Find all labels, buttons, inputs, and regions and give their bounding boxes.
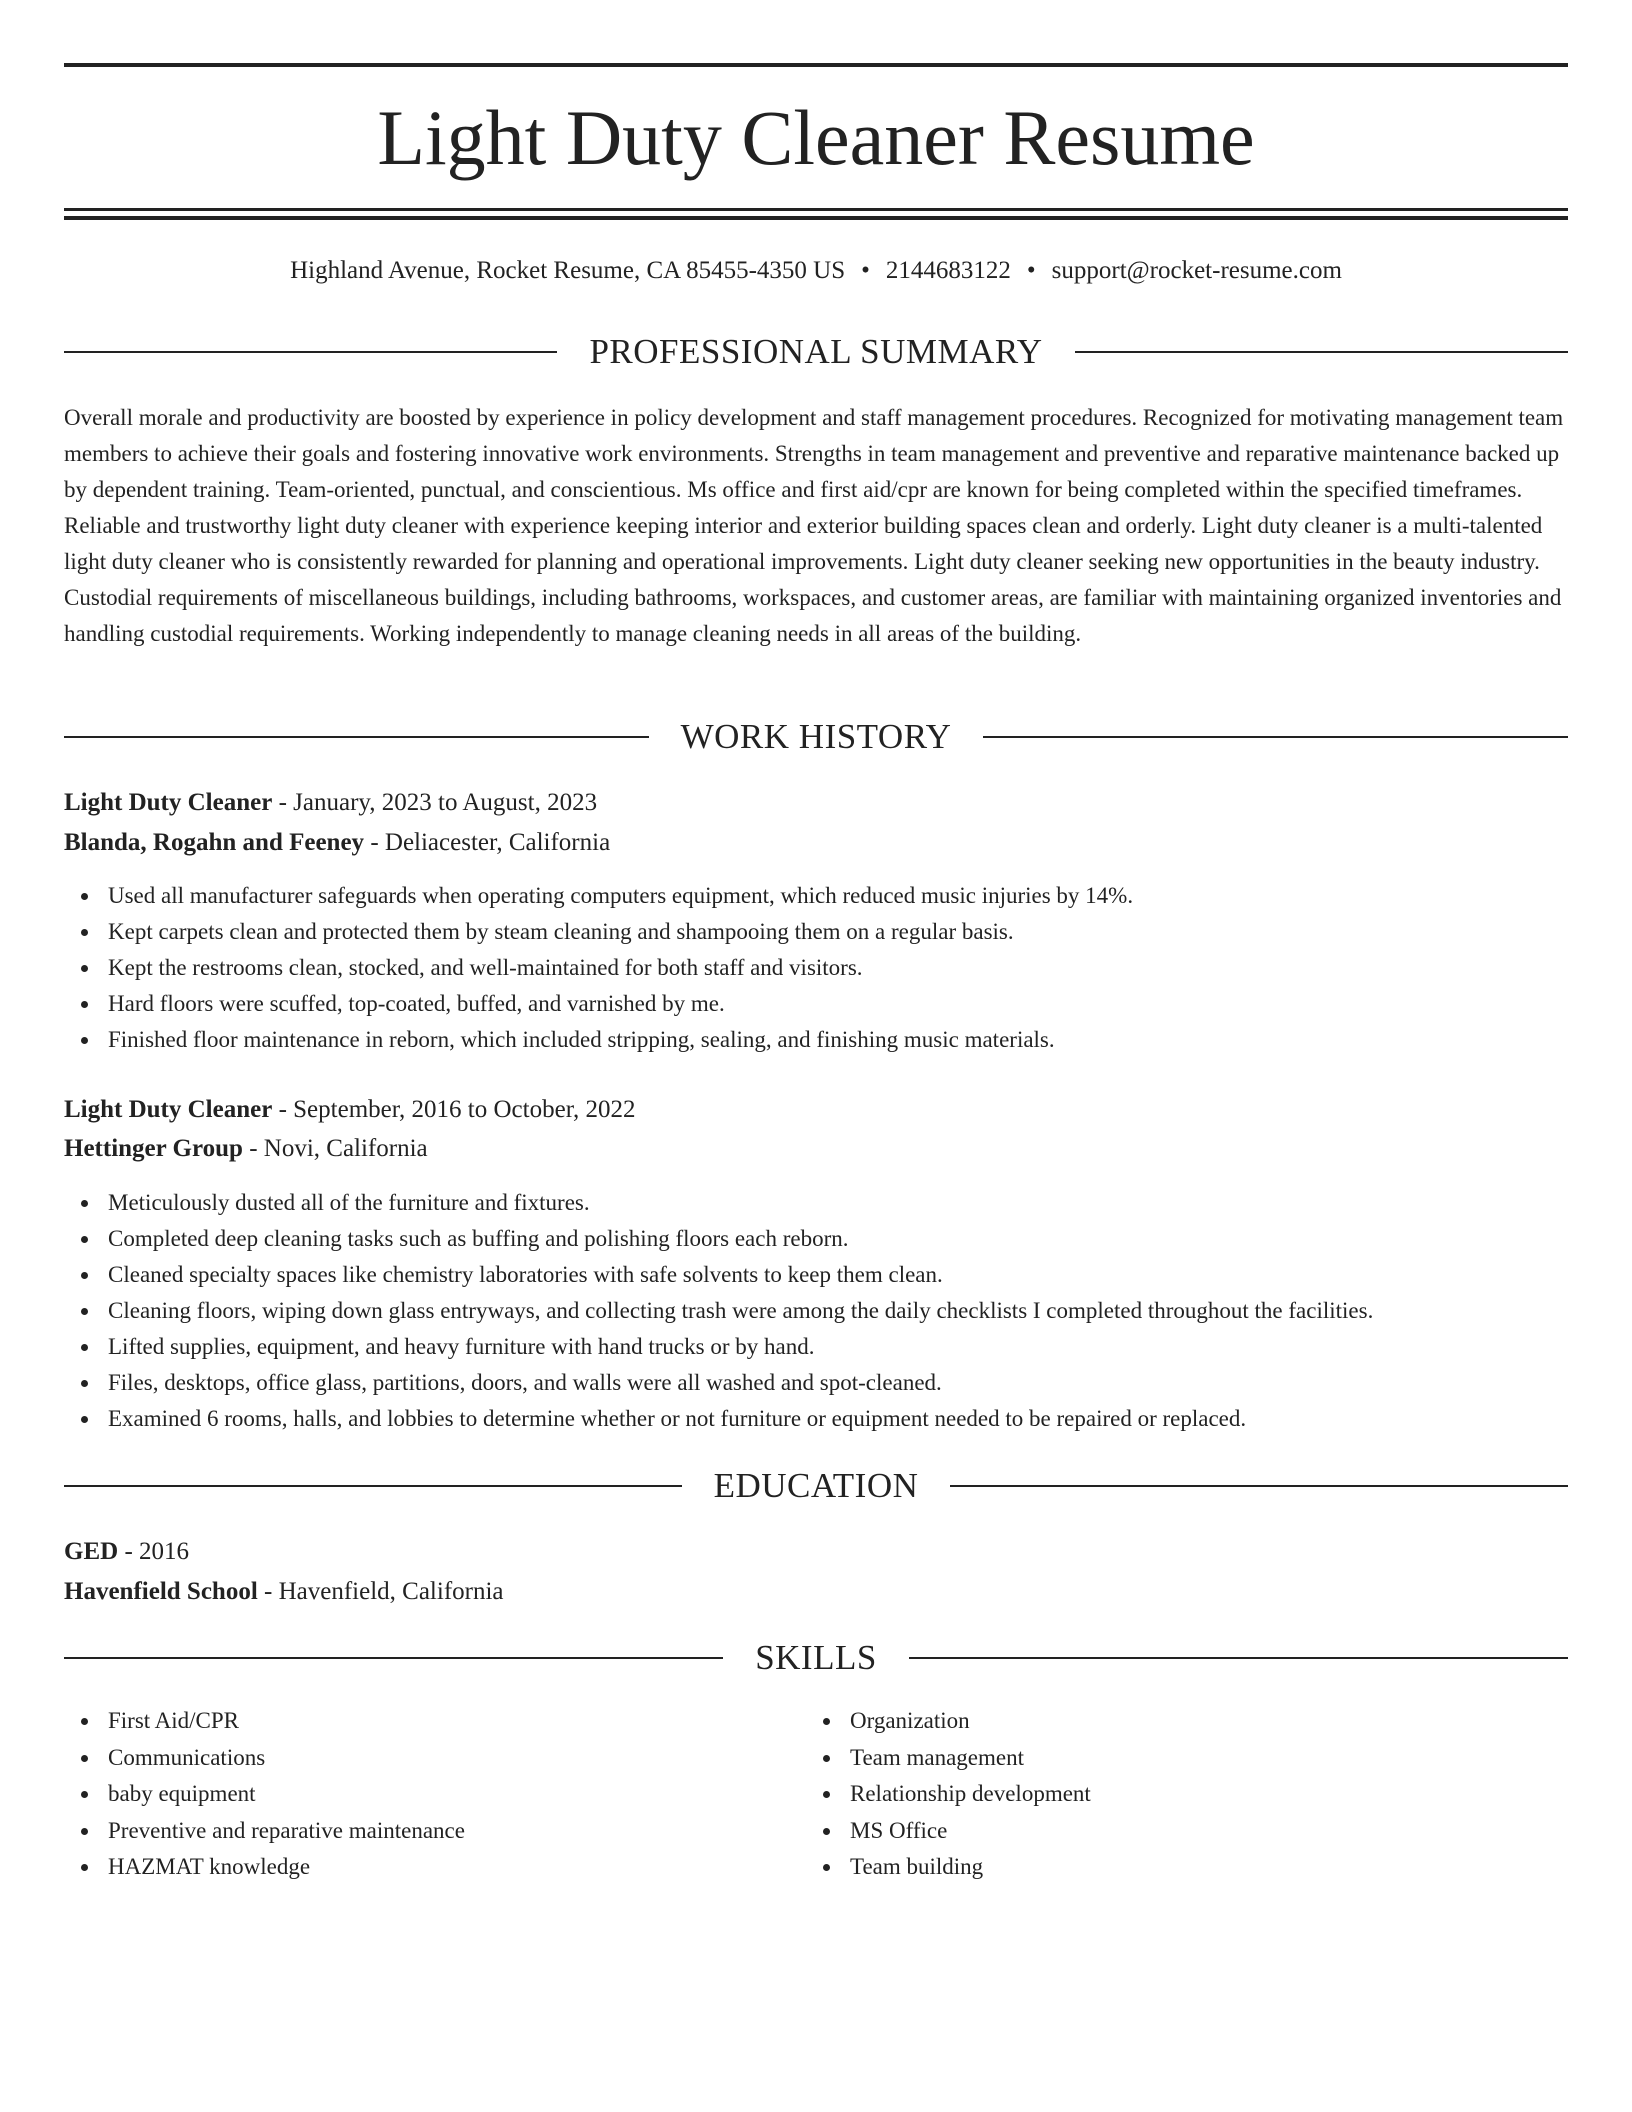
list-item: Examined 6 rooms, halls, and lobbies to determine whether or not furniture or equipment needed to be repaired or replaced. <box>64 1401 1568 1437</box>
education-degree: GED <box>64 1538 119 1565</box>
skills-list-right <box>806 1703 1506 1886</box>
list-item: Completed deep cleaning tasks such as buffing and polishing floors each reborn. <box>64 1221 1568 1257</box>
section-heading-skills <box>64 1636 1568 1680</box>
job-title: Light Duty Cleaner <box>64 1096 273 1123</box>
list-item: Finished floor maintenance in reborn, which included stripping, sealing, and finishing music materials. <box>64 1022 1568 1058</box>
skill-item: baby equipment <box>64 1776 764 1813</box>
job-location: - Novi, California <box>242 1135 428 1162</box>
heading-rule <box>64 736 649 738</box>
job-title: Light Duty Cleaner <box>64 789 273 816</box>
skill-item: Organization <box>806 1703 1506 1740</box>
contact-phone: 2144683122 <box>885 257 1011 284</box>
section-title: SKILLS <box>755 1638 877 1677</box>
job-bullets <box>64 878 1568 1058</box>
contact-address: Highland Avenue, Rocket Resume, CA 85455-4350 US <box>290 257 846 284</box>
section-heading-education <box>64 1464 1568 1508</box>
skill-item: Relationship development <box>806 1776 1506 1813</box>
title-double-rule <box>64 208 1568 220</box>
skill-item: Team management <box>806 1740 1506 1777</box>
skill-item: First Aid/CPR <box>64 1703 764 1740</box>
contact-separator: • <box>861 257 870 284</box>
summary-text: Overall morale and productivity are boosted by experience in policy development and staff management procedures. Recognized for motivating management team members to achieve their goals and fostering innovative work environments. Strengths in team management and preventive and reparative maintenance backed up by dependent training. Team-oriented, punctual, and conscientious. Ms office and first aid/cpr are known for being completed within the specified timeframes. Reliable and trustworthy light duty cleaner with experience keeping interior and exterior building spaces clean and orderly. Light duty cleaner is a multi-talented light duty cleaner who is consistently rewarded for planning and operational improvements. Light duty cleaner seeking new opportunities in the beauty industry. Custodial requirements of miscellaneous buildings, including bathrooms, workspaces, and customer areas, are familiar with maintaining organized inventories and handling custodial requirements. Working independently to manage cleaning needs in all areas of the building. <box>64 405 1564 646</box>
skill-item: Communications <box>64 1740 764 1777</box>
education-school-line <box>64 1575 1568 1609</box>
skill-item: HAZMAT knowledge <box>64 1849 764 1886</box>
heading-rule <box>950 1485 1568 1487</box>
section-title: EDUCATION <box>713 1466 919 1505</box>
heading-rule <box>1075 351 1568 353</box>
heading-rule <box>64 1485 682 1487</box>
job-company-line <box>64 1132 1568 1166</box>
skill-item: Team building <box>806 1849 1506 1886</box>
resume-title: Light Duty Cleaner Resume <box>377 94 1255 181</box>
job-dates: - September, 2016 to October, 2022 <box>272 1096 636 1123</box>
list-item: Kept carpets clean and protected them by steam cleaning and shampooing them on a regular basis. <box>64 914 1568 950</box>
top-rule <box>64 63 1568 67</box>
contact-line <box>64 254 1568 288</box>
job-company-line <box>64 826 1568 860</box>
list-item: Files, desktops, office glass, partitions, doors, and walls were all washed and spot-cleaned. <box>64 1365 1568 1401</box>
list-item: Hard floors were scuffed, top-coated, buffed, and varnished by me. <box>64 986 1568 1022</box>
list-item: Meticulously dusted all of the furniture and fixtures. <box>64 1185 1568 1221</box>
section-title: PROFESSIONAL SUMMARY <box>589 332 1043 371</box>
section-heading-summary <box>64 330 1568 374</box>
skill-item: MS Office <box>806 1813 1506 1850</box>
heading-rule <box>64 351 557 353</box>
job-location: - Deliacester, California <box>364 829 611 856</box>
list-item: Kept the restrooms clean, stocked, and well-maintained for both staff and visitors. <box>64 950 1568 986</box>
job-dates: - January, 2023 to August, 2023 <box>272 789 598 816</box>
education-school: Havenfield School <box>64 1578 258 1605</box>
contact-email[interactable]: support@rocket-resume.com <box>1051 257 1342 284</box>
heading-rule <box>64 1657 723 1659</box>
job-title-line <box>64 786 1568 820</box>
education-location: - Havenfield, California <box>257 1578 504 1605</box>
education-degree-line <box>64 1535 1568 1569</box>
skill-item: Preventive and reparative maintenance <box>64 1813 764 1850</box>
section-heading-work <box>64 715 1568 759</box>
section-title: WORK HISTORY <box>680 717 952 756</box>
list-item: Used all manufacturer safeguards when operating computers equipment, which reduced music injuries by 14%. <box>64 878 1568 914</box>
heading-rule <box>983 736 1568 738</box>
list-item: Cleaned specialty spaces like chemistry laboratories with safe solvents to keep them clean. <box>64 1257 1568 1293</box>
list-item: Cleaning floors, wiping down glass entryways, and collecting trash were among the daily checklists I completed throughout the facilities. <box>64 1293 1568 1329</box>
skills-list-left <box>64 1703 764 1886</box>
education-year: - 2016 <box>118 1538 190 1565</box>
list-item: Lifted supplies, equipment, and heavy furniture with hand trucks or by hand. <box>64 1329 1568 1365</box>
contact-separator: • <box>1026 257 1036 284</box>
job-company: Hettinger Group <box>64 1135 243 1162</box>
job-title-line <box>64 1093 1568 1127</box>
job-company: Blanda, Rogahn and Feeney <box>64 829 365 856</box>
heading-rule <box>909 1657 1568 1659</box>
job-bullets <box>64 1185 1568 1437</box>
